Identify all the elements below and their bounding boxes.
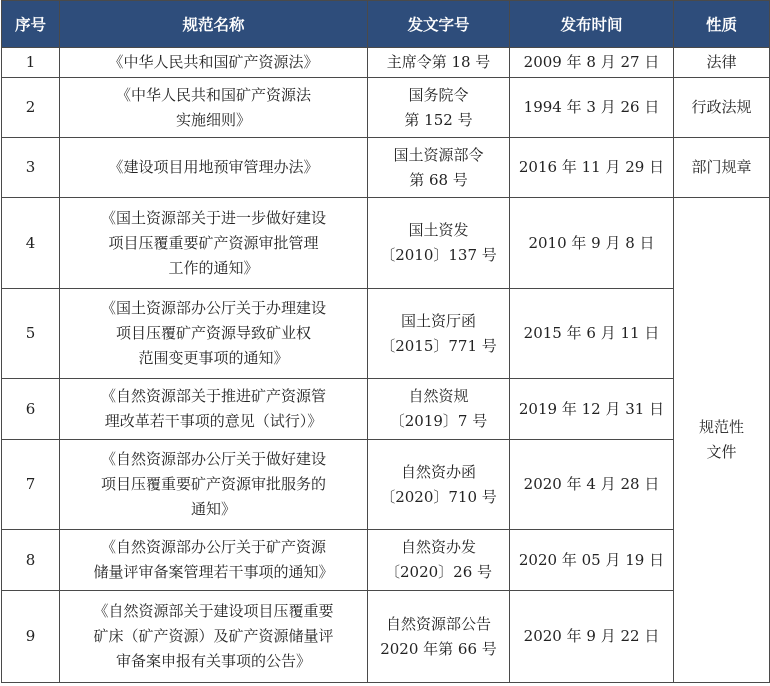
table-row <box>2 78 770 138</box>
cell-doc-no: 国土资厅函 〔2015〕771 号 <box>368 289 510 379</box>
table-row <box>2 138 770 198</box>
cell-index: 7 <box>2 440 60 530</box>
cell-name: 《中华人民共和国矿产资源法 实施细则》 <box>60 78 368 138</box>
cell-nature: 法律 <box>674 48 770 78</box>
cell-date: 2020 年 4 月 28 日 <box>510 440 674 530</box>
cell-nature-merged: 规范性 文件 <box>674 198 770 683</box>
table-row <box>2 289 770 379</box>
header-name: 规范名称 <box>60 1 368 48</box>
table-row <box>2 379 770 440</box>
cell-date: 2009 年 8 月 27 日 <box>510 48 674 78</box>
cell-doc-no: 国土资发 〔2010〕137 号 <box>368 198 510 289</box>
cell-name: 《自然资源部关于建设项目压覆重要 矿床（矿产资源）及矿产资源储量评 审备案申报有关事项的公告》 <box>60 591 368 683</box>
cell-doc-no: 自然资源部公告 2020 年第 66 号 <box>368 591 510 683</box>
cell-index: 8 <box>2 530 60 591</box>
cell-nature: 部门规章 <box>674 138 770 198</box>
cell-nature: 行政法规 <box>674 78 770 138</box>
cell-date: 2020 年 9 月 22 日 <box>510 591 674 683</box>
cell-doc-no: 国务院令 第 152 号 <box>368 78 510 138</box>
cell-name: 《建设项目用地预审管理办法》 <box>60 138 368 198</box>
cell-date: 2015 年 6 月 11 日 <box>510 289 674 379</box>
cell-name: 《自然资源部关于推进矿产资源管 理改革若干事项的意见（试行）》 <box>60 379 368 440</box>
cell-index: 6 <box>2 379 60 440</box>
cell-index: 1 <box>2 48 60 78</box>
header-row <box>2 1 770 48</box>
cell-doc-no: 国土资源部令 第 68 号 <box>368 138 510 198</box>
cell-date: 2016 年 11 月 29 日 <box>510 138 674 198</box>
header-doc-no: 发文字号 <box>368 1 510 48</box>
cell-doc-no: 主席令第 18 号 <box>368 48 510 78</box>
cell-doc-no: 自然资办发 〔2020〕26 号 <box>368 530 510 591</box>
cell-index: 9 <box>2 591 60 683</box>
cell-date: 1994 年 3 月 26 日 <box>510 78 674 138</box>
cell-index: 2 <box>2 78 60 138</box>
cell-name: 《自然资源部办公厅关于做好建设 项目压覆重要矿产资源审批服务的 通知》 <box>60 440 368 530</box>
cell-date: 2010 年 9 月 8 日 <box>510 198 674 289</box>
cell-date: 2019 年 12 月 31 日 <box>510 379 674 440</box>
cell-doc-no: 自然资规 〔2019〕7 号 <box>368 379 510 440</box>
regulations-table <box>1 0 770 683</box>
header-nature: 性质 <box>674 1 770 48</box>
table-row <box>2 440 770 530</box>
cell-name: 《自然资源部办公厅关于矿产资源 储量评审备案管理若干事项的通知》 <box>60 530 368 591</box>
table-row <box>2 198 770 289</box>
table-row <box>2 48 770 78</box>
cell-index: 5 <box>2 289 60 379</box>
cell-name: 《国土资源部办公厅关于办理建设 项目压覆矿产资源导致矿业权 范围变更事项的通知》 <box>60 289 368 379</box>
cell-name: 《国土资源部关于进一步做好建设 项目压覆重要矿产资源审批管理 工作的通知》 <box>60 198 368 289</box>
cell-index: 3 <box>2 138 60 198</box>
header-date: 发布时间 <box>510 1 674 48</box>
table-row <box>2 530 770 591</box>
header-index: 序号 <box>2 1 60 48</box>
table-row <box>2 591 770 683</box>
cell-index: 4 <box>2 198 60 289</box>
cell-doc-no: 自然资办函 〔2020〕710 号 <box>368 440 510 530</box>
cell-date: 2020 年 05 月 19 日 <box>510 530 674 591</box>
cell-name: 《中华人民共和国矿产资源法》 <box>60 48 368 78</box>
